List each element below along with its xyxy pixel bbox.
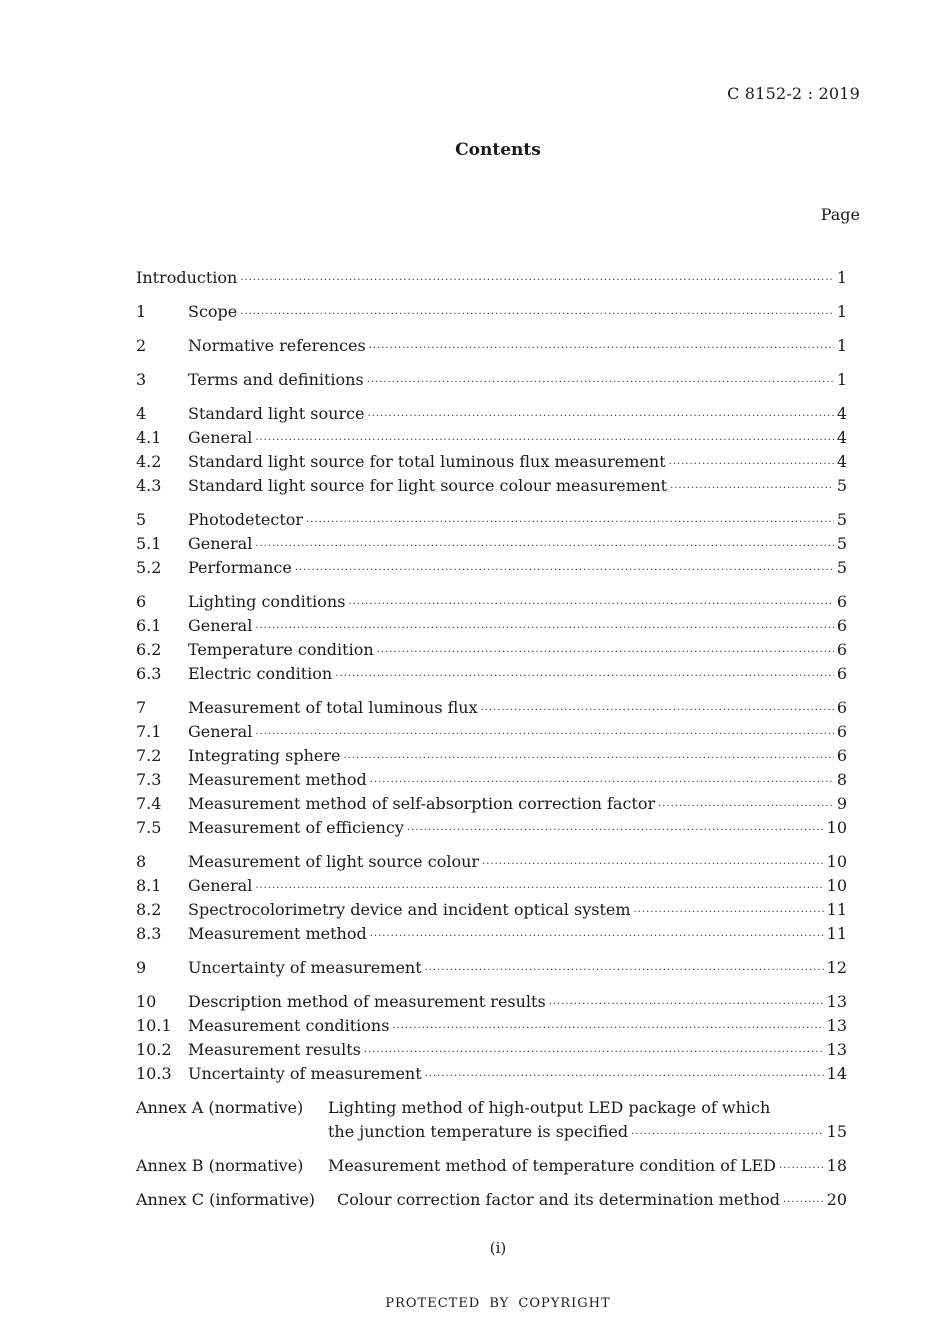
toc-entry[interactable]: [136, 402, 847, 426]
toc-entry[interactable]: [136, 956, 847, 980]
toc-entry-label: General: [188, 722, 253, 741]
dot-leader: [343, 747, 833, 771]
page-column-label: Page: [820, 205, 860, 224]
annex-title: Lighting method of high-output LED package of which: [328, 1098, 771, 1117]
toc-entry-label: Lighting conditions: [188, 592, 346, 611]
dot-leader: [634, 901, 824, 925]
toc-entry-number: 3: [136, 370, 147, 389]
dot-leader: [549, 993, 824, 1017]
toc-entry-page: 11: [826, 900, 847, 919]
toc-entry-page: 10: [826, 876, 847, 895]
toc-entry[interactable]: [136, 1062, 847, 1086]
toc-entry-number: 9: [136, 958, 147, 977]
toc-entry[interactable]: [136, 508, 847, 532]
toc-entry[interactable]: [136, 300, 847, 324]
toc-entry[interactable]: [136, 990, 847, 1014]
toc-annex-a[interactable]: [136, 1096, 847, 1144]
dot-leader: [255, 723, 833, 747]
toc-entry[interactable]: [136, 768, 847, 792]
toc-entry-page: 4: [836, 404, 847, 423]
toc-entry-label: Measurement of efficiency: [188, 818, 404, 837]
toc-entry-number: 6.2: [136, 640, 162, 659]
toc-entry-page: 5: [836, 534, 847, 553]
dot-leader: [425, 1065, 824, 1089]
dot-leader: [631, 1123, 824, 1147]
toc-entry-number: 4: [136, 404, 147, 423]
toc-entry-page: 5: [836, 558, 847, 577]
toc-entry-label: Measurement method: [188, 770, 367, 789]
toc-entry[interactable]: [136, 638, 847, 662]
toc-entry-label: General: [188, 876, 253, 895]
toc-entry-number: 8.2: [136, 900, 162, 919]
toc-entry[interactable]: [136, 792, 847, 816]
dot-leader: [370, 925, 824, 949]
page-title: Contents: [455, 140, 541, 160]
toc-entry-label: Measurement of total luminous flux: [188, 698, 478, 717]
dot-leader: [392, 1017, 823, 1041]
toc-entry-label: Normative references: [188, 336, 366, 355]
dot-leader: [240, 303, 834, 327]
table-of-contents: [136, 266, 847, 1212]
toc-entry[interactable]: [136, 898, 847, 922]
toc-entry-label: Introduction: [136, 268, 238, 287]
annex-tag: Annex B (normative): [136, 1156, 304, 1175]
toc-entry[interactable]: [136, 744, 847, 768]
toc-entry-page: 1: [836, 268, 847, 287]
toc-entry-page: 13: [826, 1016, 847, 1035]
toc-entry-number: 7.2: [136, 746, 162, 765]
toc-entry-number: 4.2: [136, 452, 162, 471]
toc-entry-page: 1: [836, 370, 847, 389]
toc-annex-c[interactable]: [136, 1188, 847, 1212]
toc-entry-number: 5.2: [136, 558, 162, 577]
toc-entry-label: Spectrocolorimetry device and incident optical system: [188, 900, 631, 919]
toc-entry[interactable]: [136, 816, 847, 840]
toc-entry-page: 13: [826, 1040, 847, 1059]
toc-entry-page: 13: [826, 992, 847, 1011]
toc-entry[interactable]: [136, 720, 847, 744]
toc-entry-label: Temperature condition: [188, 640, 374, 659]
toc-entry-number: 5: [136, 510, 147, 529]
toc-entry[interactable]: [136, 368, 847, 392]
toc-entry[interactable]: [136, 556, 847, 580]
toc-entry-label: Measurement method: [188, 924, 367, 943]
toc-entry-number: 7.5: [136, 818, 162, 837]
dot-leader: [407, 819, 824, 843]
dot-leader: [335, 665, 834, 689]
dot-leader: [670, 477, 834, 501]
annex-title: Colour correction factor and its determination method: [337, 1190, 780, 1209]
toc-entry-label: Scope: [188, 302, 238, 321]
dot-leader: [348, 593, 833, 617]
toc-entry-number: 6.3: [136, 664, 162, 683]
dot-leader: [425, 959, 824, 983]
toc-entry-number: 8.3: [136, 924, 162, 943]
dot-leader: [377, 641, 834, 665]
dot-leader: [367, 371, 834, 395]
copyright-footer: PROTECTED BY COPYRIGHT: [385, 1296, 611, 1311]
toc-entry-page: 4: [836, 452, 847, 471]
toc-entry-number: 7: [136, 698, 147, 717]
toc-entry-label: Electric condition: [188, 664, 333, 683]
dot-leader: [481, 699, 834, 723]
dot-leader: [783, 1191, 824, 1215]
annex-tag: Annex C (informative): [136, 1190, 315, 1209]
toc-entry-page: 10: [826, 852, 847, 871]
toc-entry-page: 11: [826, 924, 847, 943]
toc-entry-page: 4: [836, 428, 847, 447]
toc-entry-number: 7.4: [136, 794, 162, 813]
toc-entry[interactable]: [136, 614, 847, 638]
toc-entry-label: Measurement of light source colour: [188, 852, 480, 871]
toc-entry-label: Terms and definitions: [188, 370, 364, 389]
toc-entry-number: 5.1: [136, 534, 162, 553]
toc-entry-page: 6: [836, 746, 847, 765]
dot-leader: [240, 269, 833, 293]
dot-leader: [779, 1157, 824, 1181]
toc-entry[interactable]: [136, 1038, 847, 1062]
dot-leader: [295, 559, 834, 583]
toc-entry[interactable]: [136, 590, 847, 614]
toc-entry-label: Uncertainty of measurement: [188, 958, 422, 977]
annex-tag: Annex A (normative): [136, 1098, 304, 1117]
dot-leader: [369, 337, 834, 361]
toc-entry-page: 12: [826, 958, 847, 977]
annex-title: Measurement method of temperature condition of LED: [328, 1156, 776, 1175]
toc-entry-number: 10: [136, 992, 157, 1011]
toc-entry-page: 20: [826, 1190, 847, 1209]
toc-entry-number: 6.1: [136, 616, 162, 635]
toc-entry-label: General: [188, 428, 253, 447]
toc-entry-page: 10: [826, 818, 847, 837]
toc-entry-number: 7.1: [136, 722, 162, 741]
toc-entry-page: 6: [836, 722, 847, 741]
toc-annex-b[interactable]: [136, 1154, 847, 1178]
toc-entry-label: Standard light source for total luminous flux measurement: [188, 452, 666, 471]
toc-entry-label: Photodetector: [188, 510, 304, 529]
toc-entry[interactable]: [136, 426, 847, 450]
dot-leader: [255, 535, 833, 559]
toc-entry-introduction[interactable]: [136, 266, 847, 290]
toc-entry-label: Standard light source: [188, 404, 365, 423]
toc-entry-number: 10.3: [136, 1064, 172, 1083]
dot-leader: [306, 511, 834, 535]
toc-entry[interactable]: [136, 450, 847, 474]
toc-entry-label: General: [188, 534, 253, 553]
toc-entry-number: 7.3: [136, 770, 162, 789]
toc-entry[interactable]: [136, 696, 847, 720]
toc-entry-number: 4.3: [136, 476, 162, 495]
toc-entry-number: 6: [136, 592, 147, 611]
toc-entry-label: Standard light source for light source colour measurement: [188, 476, 668, 495]
toc-entry-page: 1: [836, 302, 847, 321]
toc-entry-number: 10.2: [136, 1040, 172, 1059]
document-number: C 8152-2 : 2019: [727, 84, 860, 103]
toc-entry[interactable]: [136, 334, 847, 358]
dot-leader: [482, 853, 824, 877]
toc-entry[interactable]: [136, 874, 847, 898]
toc-entry-number: 8.1: [136, 876, 162, 895]
toc-entry-label: Performance: [188, 558, 292, 577]
toc-entry-label: General: [188, 616, 253, 635]
toc-entry-number: 2: [136, 336, 147, 355]
toc-entry-label: Measurement method of self-absorption correction factor: [188, 794, 656, 813]
toc-entry-page: 8: [836, 770, 847, 789]
toc-entry-page: 5: [836, 476, 847, 495]
toc-entry-number: 8: [136, 852, 147, 871]
toc-entry[interactable]: [136, 662, 847, 686]
toc-entry-label: Uncertainty of measurement: [188, 1064, 422, 1083]
toc-entry[interactable]: [136, 850, 847, 874]
toc-entry-page: 18: [826, 1156, 847, 1175]
toc-entry[interactable]: [136, 474, 847, 498]
annex-title-continued: the junction temperature is specified: [328, 1122, 629, 1141]
toc-entry-page: 1: [836, 336, 847, 355]
dot-leader: [669, 453, 834, 477]
toc-entry-label: Integrating sphere: [188, 746, 341, 765]
dot-leader: [368, 405, 834, 429]
toc-entry[interactable]: [136, 1014, 847, 1038]
toc-entry-page: 15: [826, 1122, 847, 1141]
toc-entry-page: 6: [836, 592, 847, 611]
toc-entry-page: 6: [836, 698, 847, 717]
toc-entry[interactable]: [136, 532, 847, 556]
toc-entry[interactable]: [136, 922, 847, 946]
toc-entry-page: 9: [836, 794, 847, 813]
toc-entry-number: 1: [136, 302, 147, 321]
toc-entry-number: 10.1: [136, 1016, 172, 1035]
page-number: (i): [489, 1239, 507, 1257]
toc-entry-page: 14: [826, 1064, 847, 1083]
toc-entry-label: Measurement conditions: [188, 1016, 390, 1035]
toc-entry-number: 4.1: [136, 428, 162, 447]
toc-entry-label: Measurement results: [188, 1040, 361, 1059]
dot-leader: [364, 1041, 824, 1065]
toc-entry-label: Description method of measurement results: [188, 992, 546, 1011]
dot-leader: [658, 795, 834, 819]
toc-entry-page: 6: [836, 640, 847, 659]
toc-entry-page: 6: [836, 664, 847, 683]
toc-entry-page: 6: [836, 616, 847, 635]
toc-entry-page: 5: [836, 510, 847, 529]
